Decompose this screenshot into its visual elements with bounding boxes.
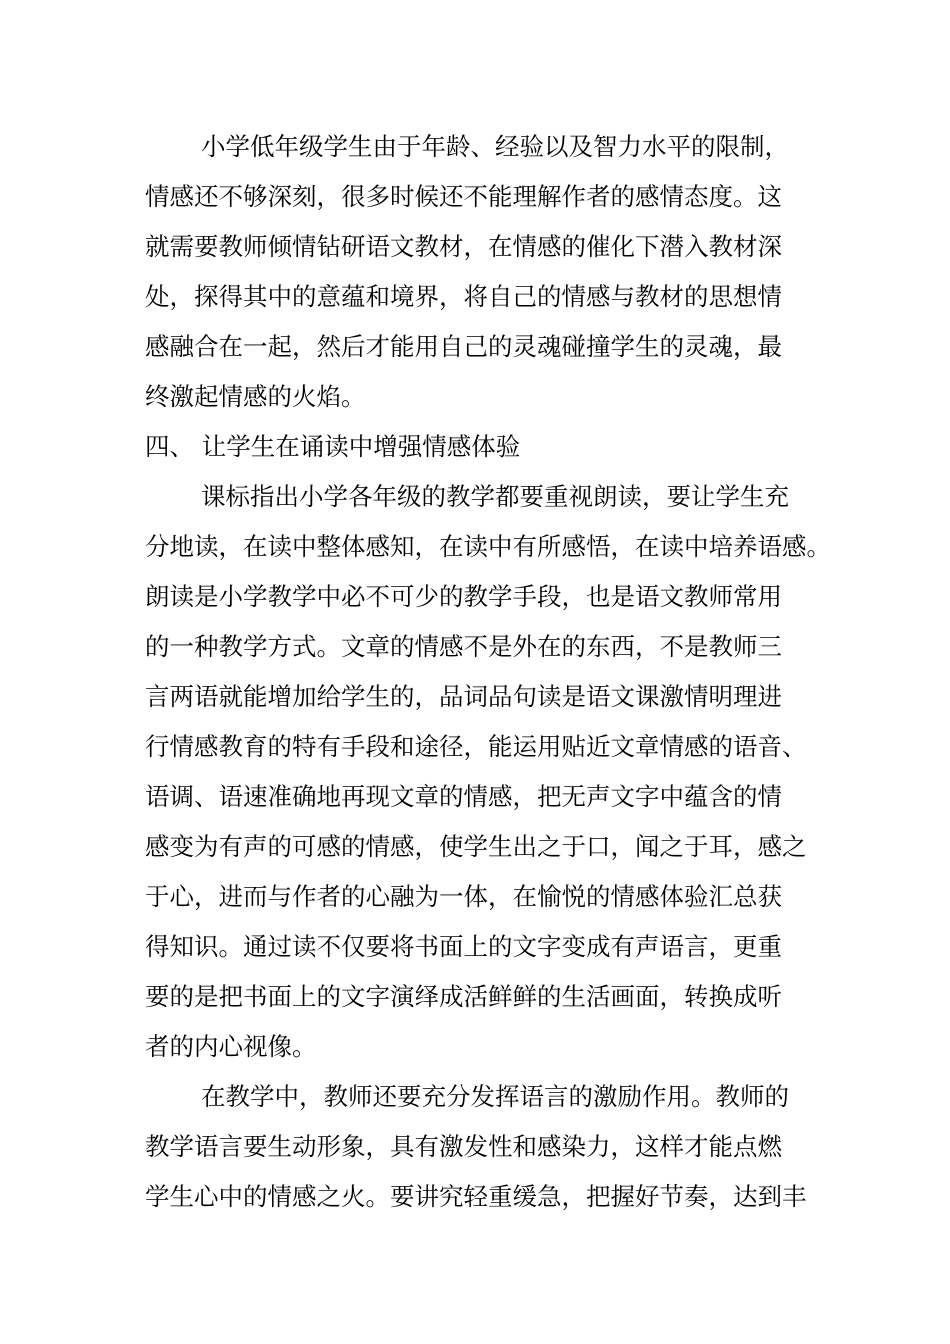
section-heading: 四、 让学生在诵读中增强情感体验 xyxy=(145,432,521,461)
paragraph-line: 学生心中的情感之火。要讲究轻重缓急，把握好节奏，达到丰 xyxy=(145,1182,807,1211)
paragraph-line: 要的是把书面上的文字演绎成活鲜鲜的生活画面，转换成听 xyxy=(145,982,782,1011)
paragraph-line: 课标指出小学各年级的教学都要重视朗读，要让学生充 xyxy=(201,482,789,511)
document-body xyxy=(145,122,831,1222)
paragraph-line: 就需要教师倾情钻研语文教材，在情感的催化下潜入教材深 xyxy=(145,232,782,261)
paragraph-line: 感变为有声的可感的情感，使学生出之于口，闻之于耳，感之 xyxy=(145,832,807,861)
paragraph-line: 分地读，在读中整体感知，在读中有所感悟，在读中培养语感。 xyxy=(145,532,831,561)
paragraph-line: 行情感教育的特有手段和途径，能运用贴近文章情感的语音、 xyxy=(145,732,807,761)
paragraph-line: 朗读是小学教学中必不可少的教学手段，也是语文教师常用 xyxy=(145,582,782,611)
paragraph-line: 在教学中，教师还要充分发挥语言的激励作用。教师的 xyxy=(201,1082,789,1111)
paragraph-line: 语调、语速准确地再现文章的情感，把无声文字中蕴含的情 xyxy=(145,782,782,811)
paragraph-line: 教学语言要生动形象，具有激发性和感染力，这样才能点燃 xyxy=(145,1132,782,1161)
paragraph-line: 者的内心视像。 xyxy=(145,1032,317,1061)
paragraph-line: 小学低年级学生由于年龄、经验以及智力水平的限制， xyxy=(201,132,789,161)
paragraph-line: 终激起情感的火焰。 xyxy=(145,382,366,411)
paragraph-line: 言两语就能增加给学生的，品词品句读是语文课激情明理进 xyxy=(145,682,782,711)
paragraph-line: 得知识。通过读不仅要将书面上的文字变成有声语言，更重 xyxy=(145,932,782,961)
paragraph-line: 于心，进而与作者的心融为一体，在愉悦的情感体验汇总获 xyxy=(145,882,782,911)
paragraph-line: 感融合在一起，然后才能用自己的灵魂碰撞学生的灵魂，最 xyxy=(145,332,782,361)
paragraph-line: 情感还不够深刻，很多时候还不能理解作者的感情态度。这 xyxy=(145,182,782,211)
paragraph-line: 处，探得其中的意蕴和境界，将自己的情感与教材的思想情 xyxy=(145,282,782,311)
paragraph-line: 的一种教学方式。文章的情感不是外在的东西，不是教师三 xyxy=(145,632,782,661)
